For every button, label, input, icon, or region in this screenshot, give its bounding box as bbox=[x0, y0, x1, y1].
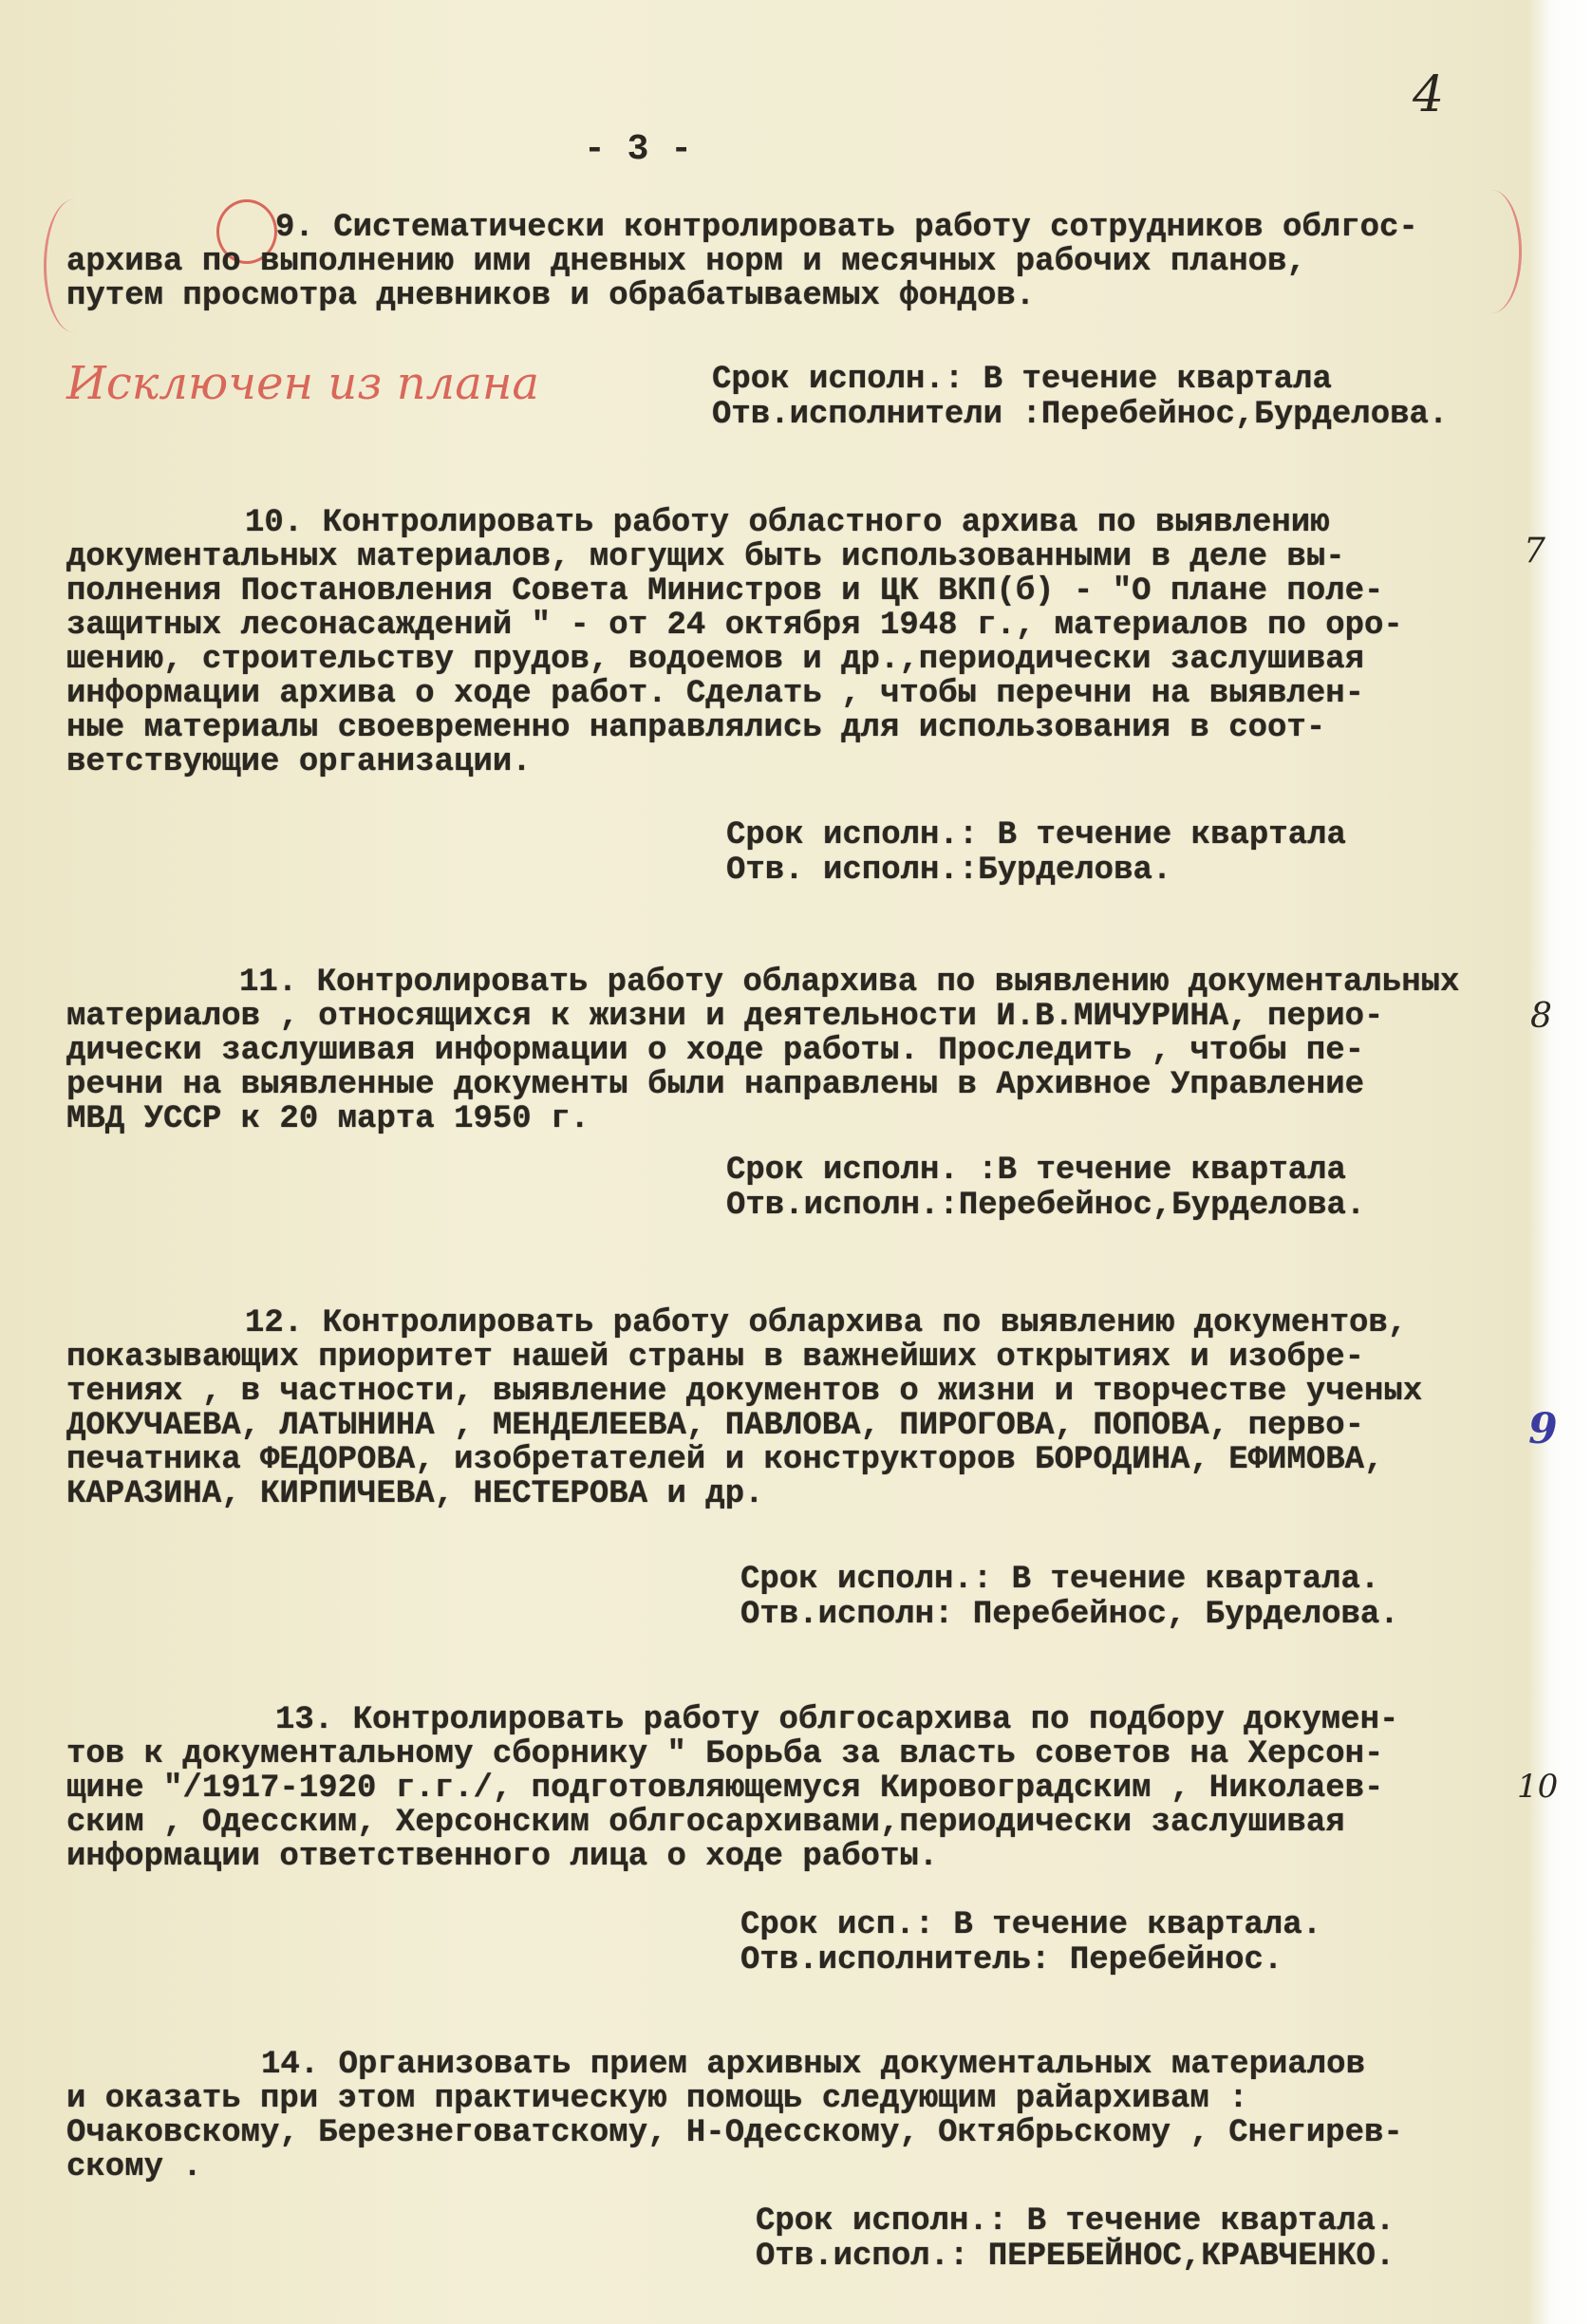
item-10-line: документальных материалов, могущих быть использованными в деле вы- bbox=[66, 539, 1345, 575]
deadline-line: Срок исполн.: В течение квартала. bbox=[756, 2203, 1395, 2240]
page-number: - 3 - bbox=[584, 129, 693, 170]
margin-folio-number: 4 bbox=[1413, 66, 1445, 123]
item-10-line: ные материалы своевременно направлялись для использования в соот- bbox=[66, 710, 1326, 746]
item-13-line: щине "/1917-1920 г.г./, подготовляющемуся Кировоградским , Николаев- bbox=[66, 1771, 1384, 1807]
margin-mark: 7 bbox=[1524, 532, 1545, 571]
item-14-first-line: 14. Организовать прием архивных документальных материалов bbox=[261, 2047, 1365, 2083]
deadline-line: Срок исполн.: В течение квартала bbox=[712, 362, 1332, 398]
item-10-line: информации архива о ходе работ. Сделать , чтобы перечни на выявлен- bbox=[66, 676, 1365, 712]
item-9-line: архива по выполнению ими дневных норм и месячных рабочих планов, bbox=[66, 244, 1306, 280]
item-10-line: шению, строительству прудов, водоемов и др.,периодически заслушивая bbox=[66, 642, 1365, 678]
item-10-line: полнения Постановления Совета Министров и ЦК ВКП(б) - "О плане поле- bbox=[66, 573, 1384, 609]
red-bracket-right bbox=[1462, 190, 1522, 313]
item-14-line: Очаковскому, Березнеговатскому, Н-Одесскому, Октябрьскому , Снегирев- bbox=[66, 2115, 1403, 2151]
responsible-line: Отв.исполнители :Перебейнос,Бурделова. bbox=[712, 397, 1449, 433]
item-12-first-line: 12. Контролировать работу облархива по выявлению документов, bbox=[245, 1305, 1408, 1341]
item-11-first-line: 11. Контролировать работу облархива по выявлению документальных bbox=[239, 965, 1460, 1001]
responsible-line: Отв. исполн.:Бурделова. bbox=[726, 853, 1172, 889]
item-9-first-line: 9. Систематически контролировать работу сотрудников облгос- bbox=[275, 210, 1418, 246]
deadline-line: Срок исполн.: В течение квартала. bbox=[740, 1562, 1380, 1598]
item-12-line: показывающих приоритет нашей страны в важнейших открытиях и изобре- bbox=[66, 1340, 1365, 1376]
item-13-line: информации ответственного лица о ходе работы. bbox=[66, 1839, 939, 1875]
red-pencil-annotation: Исключен из плана bbox=[66, 357, 540, 410]
item-13-line: ским , Одесским, Херсонским облгосархивами,периодически заслушивая bbox=[66, 1805, 1345, 1841]
responsible-line: Отв.исполн: Перебейнос, Бурделова. bbox=[740, 1597, 1399, 1633]
item-10-first-line: 10. Контролировать работу областного архива по выявлению bbox=[245, 505, 1330, 541]
item-12-line: ДОКУЧАЕВА, ЛАТЫНИНА , МЕНДЕЛЕЕВА, ПАВЛОВА, ПИРОГОВА, ПОПОВА, перво- bbox=[66, 1408, 1365, 1444]
responsible-line: Отв.испол.: ПЕРЕБЕЙНОС,КРАВЧЕНКО. bbox=[756, 2239, 1395, 2275]
margin-mark: 9 bbox=[1528, 1405, 1558, 1453]
item-13-line: тов к документальному сборнику " Борьба за власть советов на Херсон- bbox=[66, 1736, 1384, 1772]
responsible-line: Отв.исполн.:Перебейнос,Бурделова. bbox=[726, 1188, 1366, 1224]
item-11-line: дически заслушивая информации о ходе работы. Проследить , чтобы пе- bbox=[66, 1033, 1365, 1069]
item-11-line: речни на выявленные документы были направлены в Архивное Управление bbox=[66, 1067, 1365, 1103]
deadline-line: Срок исполн. :В течение квартала bbox=[726, 1153, 1346, 1189]
item-14-line: и оказать при этом практическую помощь следующим райархивам : bbox=[66, 2081, 1248, 2117]
item-9-line: путем просмотра дневников и обрабатываемых фондов. bbox=[66, 278, 1036, 314]
item-12-line: КАРАЗИНА, КИРПИЧЕВА, НЕСТЕРОВА и др. bbox=[66, 1476, 764, 1512]
item-14-line: скому . bbox=[66, 2149, 202, 2185]
margin-mark: 8 bbox=[1530, 997, 1552, 1036]
margin-mark: 10 bbox=[1517, 1768, 1559, 1806]
item-13-first-line: 13. Контролировать работу облгосархива по подбору докумен- bbox=[275, 1702, 1399, 1738]
deadline-line: Срок исп.: В течение квартала. bbox=[740, 1907, 1322, 1943]
deadline-line: Срок исполн.: В течение квартала bbox=[726, 817, 1346, 853]
item-11-line: материалов , относящихся к жизни и деятельности И.В.МИЧУРИНА, перио- bbox=[66, 999, 1384, 1035]
item-10-line: ветствующие организации. bbox=[66, 744, 532, 780]
item-12-line: тениях , в частности, выявление документов о жизни и творчестве ученых bbox=[66, 1374, 1423, 1410]
item-12-line: печатника ФЕДОРОВА, изобретателей и конструкторов БОРОДИНА, ЕФИМОВА, bbox=[66, 1442, 1384, 1478]
item-10-line: защитных лесонасаждений " - от 24 октября 1948 г., материалов по оро- bbox=[66, 608, 1403, 644]
item-11-line: МВД УССР к 20 марта 1950 г. bbox=[66, 1101, 590, 1137]
responsible-line: Отв.исполнитель: Перебейнос. bbox=[740, 1942, 1283, 1978]
